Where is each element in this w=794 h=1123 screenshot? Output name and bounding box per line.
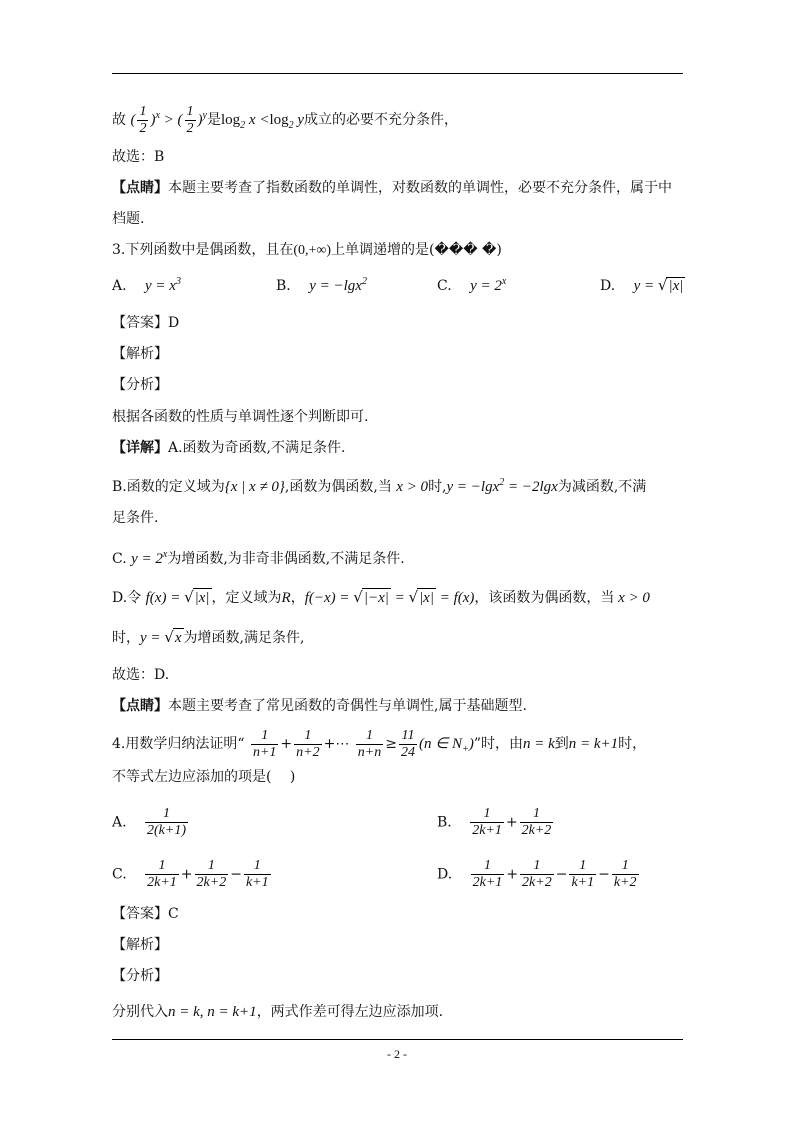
option-c-label: C. bbox=[437, 278, 452, 294]
fenxi4-b: ，两式作差可得左边应添加项. bbox=[256, 1004, 444, 1020]
q4-option-c: C. $\frac{1}{2k+1}$ + $\frac{1}{2k+2}$ − $\frac{1}{k+1}$ bbox=[112, 858, 269, 890]
dianjing-text: 本题主要考查了指数函数的单调性，对数函数的单调性，必要不充分条件，属于中 bbox=[168, 180, 672, 196]
q4-option-b: B. $\frac{1}{2k+1}$ + $\frac{1}{2k+2}$ bbox=[437, 806, 552, 838]
math-n-k-k1: n = k, n = k+1 bbox=[168, 1004, 257, 1020]
q4-option-d-frac1: $\frac{1}{2k+1}$ bbox=[472, 858, 503, 890]
q4-option-b-frac1: $\frac{1}{2k+1}$ bbox=[472, 806, 502, 838]
option-c-formula: $y = 2^x$ bbox=[470, 276, 507, 294]
math-f-neg-x: f(−x) = √|−x| = √|x| = f(x) bbox=[304, 588, 475, 606]
detail-b-c: 时, bbox=[428, 479, 447, 495]
q4-option-a bbox=[112, 806, 190, 839]
option-d-formula: y = √|x| bbox=[633, 276, 684, 294]
question-4: 4.用数学归纳法证明“ $\frac{1}{n+1}$ + $\frac{1}{n+2}$ +⋯ $\frac{1}{n+n}$ ≥ $\frac{11}{24}$ (n ∈ $N_+$)”时，由n = k到n = k+1时， bbox=[112, 727, 647, 760]
math-domain: {x | x ≠ 0} bbox=[224, 479, 285, 495]
detail-d2-b: 为增函数,满足条件, bbox=[183, 630, 305, 646]
q4-option-c-frac2: $\frac{1}{2k+2}$ bbox=[196, 858, 227, 890]
analysis-3: 【解析】 bbox=[112, 346, 168, 362]
detail-c-b: 为增函数,为非奇非偶函数,不满足条件. bbox=[167, 551, 405, 567]
fenxi4-a: 分别代入 bbox=[112, 1004, 168, 1020]
q4-option-a-label: A. bbox=[112, 814, 127, 831]
q4-a: 4.用数学归纳法证明“ bbox=[112, 736, 245, 752]
math-half-x: ( $\frac{1}{2}$ )$^x$ > ( $\frac{1}{2}$ )$^y$ bbox=[130, 104, 207, 136]
q4-option-a-frac: $\frac{1}{2(k+1)}$ bbox=[147, 806, 187, 838]
dianjing-3 bbox=[112, 697, 527, 715]
math-x-gt-0-b: x > 0 bbox=[614, 590, 650, 606]
detail-a bbox=[112, 439, 345, 457]
line1-prefix: 故 bbox=[112, 111, 126, 128]
q4-option-b-frac2: $\frac{1}{2k+2}$ bbox=[521, 806, 552, 838]
detail-b-line1 bbox=[112, 474, 646, 496]
q3-option-c bbox=[437, 276, 506, 295]
q4-option-c-label: C. bbox=[112, 866, 127, 883]
choose-d: 故选：D. bbox=[112, 667, 170, 683]
q4-b: ”时，由 bbox=[473, 736, 523, 752]
analysis-4: 【解析】 bbox=[112, 937, 168, 953]
option-a-label: A. bbox=[112, 278, 127, 294]
detail-d-line2 bbox=[112, 628, 304, 647]
q4-d: 时， bbox=[618, 736, 647, 752]
dianjing-1 bbox=[112, 179, 672, 197]
q4-option-c-frac1: $\frac{1}{2k+1}$ bbox=[147, 858, 177, 890]
q4-option-d-frac4: $\frac{1}{k+2}$ bbox=[613, 858, 637, 890]
math-lgx2: y = −lgx$^2$ = −2lgx bbox=[446, 477, 558, 495]
page-number: - 2 - bbox=[387, 1047, 407, 1061]
detail-d-d: ，该函数为偶函数，当 bbox=[474, 590, 615, 606]
detail-b-b: ,函数为偶函数,当 bbox=[284, 479, 392, 495]
frac-1-n2: $\frac{1}{n+2}$ bbox=[296, 727, 320, 760]
math-2x: $y = 2^x$ bbox=[131, 549, 168, 567]
math-x-gt-0: x > 0 bbox=[396, 479, 429, 495]
math-n-eq-k: n = k bbox=[522, 736, 555, 752]
detail-c bbox=[112, 546, 405, 568]
q3-suffix: 上单调递增的是(��� �) bbox=[331, 242, 502, 258]
detail-c-a: C. bbox=[112, 551, 127, 567]
dianjing-1-cont: 档题. bbox=[112, 211, 145, 227]
header-rule bbox=[112, 73, 683, 74]
option-d-label: D. bbox=[600, 278, 616, 294]
answer-3: 【答案】D bbox=[112, 315, 180, 331]
choose-b: 故选：B bbox=[112, 149, 165, 165]
option-b-label: B. bbox=[276, 278, 291, 294]
q3-interval: (0,+∞) bbox=[293, 243, 332, 258]
answer-4: 【答案】C bbox=[112, 906, 179, 922]
footer-rule bbox=[112, 1039, 683, 1040]
dianjing3-text: 本题主要考查了常见函数的奇偶性与单调性,属于基础题型. bbox=[168, 698, 527, 714]
dianjing-tag: 【点睛】 bbox=[112, 180, 168, 196]
math-sqrtx: y = √x bbox=[140, 628, 182, 646]
detail-d-a: D.令 bbox=[112, 590, 142, 606]
option-b-formula: y = −lgx$^2$ bbox=[309, 276, 367, 294]
line1-mid: 是 bbox=[206, 111, 221, 128]
math-log-compare: $\log_2 x <\log_2$ y bbox=[220, 111, 305, 131]
fenxi-4 bbox=[112, 1003, 443, 1021]
fenxi-tag-3: 【分析】 bbox=[112, 377, 168, 393]
detail-b-a: B.函数的定义域为 bbox=[112, 479, 225, 495]
q3-option-d bbox=[600, 276, 685, 295]
math-R: R bbox=[281, 590, 291, 606]
detail-d-c: ， bbox=[290, 590, 305, 606]
detail-d-line1 bbox=[112, 588, 650, 607]
frac-1-nn: $\frac{1}{n+n}$ bbox=[357, 727, 382, 760]
q3-option-b bbox=[276, 276, 367, 295]
math-fx: f(x) = √|x| bbox=[145, 588, 210, 606]
detail-tag: 【详解】 bbox=[112, 440, 168, 456]
math-n-eq-k1: n = k+1 bbox=[568, 736, 619, 752]
q4-option-c-frac3: $\frac{1}{k+1}$ bbox=[245, 858, 269, 890]
detail-d2-a: 时， bbox=[112, 630, 140, 646]
line-conclusion bbox=[112, 104, 458, 137]
q4-option-b-label: B. bbox=[437, 814, 452, 831]
detail-b-d: 为减函数,不满 bbox=[557, 479, 647, 495]
math-n-in-N: (n ∈ $N_+$) bbox=[418, 736, 474, 755]
q4-option-d: D. $\frac{1}{2k+1}$ + $\frac{1}{2k+2}$ − $\frac{1}{k+1}$ − $\frac{1}{k+2}$ bbox=[437, 858, 637, 890]
detail-b-line2: 足条件. bbox=[112, 510, 159, 526]
detail-d-b: ，定义域为 bbox=[211, 590, 282, 606]
q4-option-d-label: D. bbox=[437, 866, 453, 883]
q4-option-d-frac2: $\frac{1}{2k+2}$ bbox=[522, 858, 552, 890]
dianjing3-tag: 【点睛】 bbox=[112, 698, 168, 714]
q4-c: 到 bbox=[554, 736, 569, 752]
q4-option-d-frac3: $\frac{1}{k+1}$ bbox=[571, 858, 595, 890]
q3-option-a bbox=[112, 276, 181, 295]
frac-11-24: $\frac{11}{24}$ bbox=[400, 727, 415, 760]
q3-prefix: 3.下列函数中是偶函数，且在 bbox=[112, 242, 294, 258]
fenxi-tag-4: 【分析】 bbox=[112, 968, 168, 984]
frac-1-n1: $\frac{1}{n+1}$ bbox=[252, 727, 277, 760]
option-a-formula: $y = x^3$ bbox=[145, 276, 181, 294]
question-4-line2: 不等式左边应添加的项是( ) bbox=[112, 769, 296, 785]
detail-a-text: A.函数为奇函数,不满足条件. bbox=[168, 440, 346, 456]
line1-suffix: 成立的必要不充分条件， bbox=[304, 111, 459, 128]
question-3 bbox=[112, 241, 502, 260]
fenxi-3: 根据各函数的性质与单调性逐个判断即可. bbox=[112, 409, 369, 425]
